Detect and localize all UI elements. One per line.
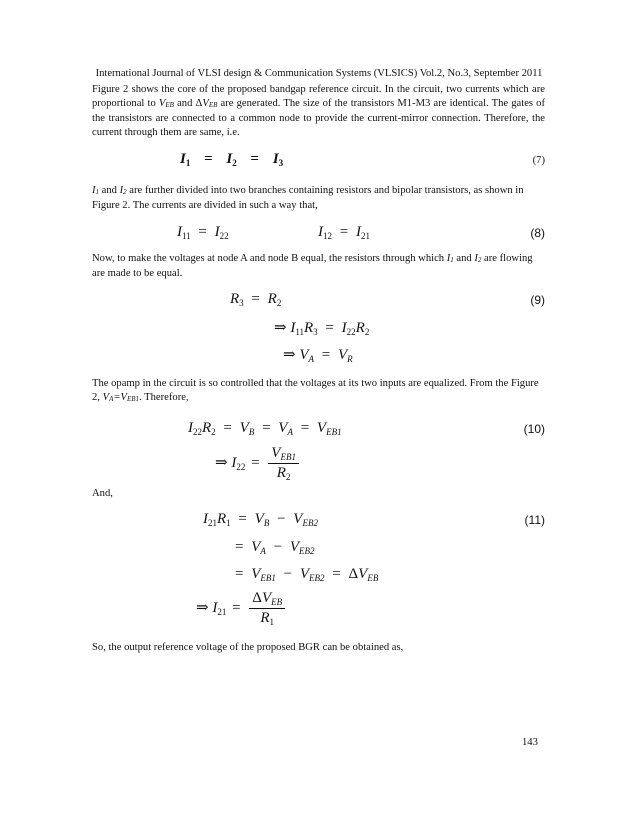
eq-subscript: 1 [226, 518, 231, 528]
symbol-i: I [92, 185, 96, 196]
symbol-subscript: EB1 [127, 395, 140, 403]
implies-arrow: ⇒ [283, 347, 296, 363]
eq-operator: = [235, 566, 244, 582]
text-run: are further divided into two branches containing resistors and bipolar transistors, as shown in Figure 2. The currents are divided in such a way that, [92, 185, 524, 211]
eq-subscript: EB2 [309, 573, 325, 583]
eq-subscript: 1 [269, 617, 275, 627]
equation-11-line-2 [235, 539, 315, 556]
eq-subscript: 21 [360, 231, 370, 241]
eq-subscript: EB1 [260, 573, 276, 583]
paragraph-output: So, the output reference voltage of the proposed BGR can be obtained as, [92, 642, 404, 653]
equation-number-8: (8) [530, 226, 545, 240]
eq-operator: = [325, 320, 334, 336]
eq-symbol: R [355, 320, 365, 336]
implies-arrow: ⇒ [274, 320, 287, 336]
eq-symbol: I [290, 320, 296, 336]
symbol-i: I [119, 185, 124, 196]
eq-operator: = [332, 566, 341, 582]
eq-operator: = [198, 224, 207, 240]
eq-subscript: 2 [285, 472, 291, 482]
eq-symbol: V [271, 445, 281, 461]
symbol-subscript: 2 [123, 188, 127, 196]
equation-11 [203, 511, 318, 528]
eq-subscript: 3 [239, 298, 244, 308]
fraction-numerator [249, 590, 285, 609]
eq-symbol: R [276, 465, 286, 481]
journal-header: International Journal of VLSI design & Communication Systems (VLSICS) Vol.2, No.3, September 2011 [95, 68, 543, 79]
eq-symbol: I [226, 151, 233, 167]
equation-10-line-2 [215, 445, 302, 482]
symbol-subscript: EB [208, 101, 218, 109]
eq-subscript: EB1 [280, 452, 296, 462]
eq-symbol: V [251, 539, 261, 555]
eq-operator: = [235, 539, 244, 555]
eq-subscript: 1 [185, 158, 191, 168]
eq-subscript: B [248, 427, 255, 437]
eq-operator: = [232, 599, 241, 616]
eq-subscript: 21 [208, 518, 217, 528]
text-run: = [113, 392, 121, 403]
eq-symbol: V [337, 347, 348, 363]
symbol-v: V [158, 98, 166, 109]
eq-subscript: 2 [276, 298, 282, 308]
eq-operator: − [273, 539, 283, 555]
equation-9-line-2 [274, 318, 369, 337]
fraction-denominator [249, 609, 285, 627]
eq-operator: = [238, 511, 247, 527]
equation-9-line-3 [283, 345, 353, 364]
text-run: Now, to make the voltages at node A and node B equal, the resistors through which [92, 253, 447, 264]
eq-symbol: I [177, 224, 182, 240]
equation-number-9: (9) [530, 293, 545, 307]
fraction-numerator [268, 445, 299, 464]
symbol-subscript: EB [165, 101, 174, 109]
symbol-v: V [202, 98, 209, 109]
eq-symbol: V [254, 511, 264, 527]
eq-symbol: I [212, 599, 218, 616]
equation-8-right [318, 224, 370, 241]
eq-subscript: 22 [236, 461, 246, 472]
eq-symbol: I [188, 420, 193, 436]
fraction-denominator [268, 464, 299, 482]
eq-symbol: I [355, 224, 361, 240]
text-run: Figure 2 shows the core of the proposed bandgap reference circuit. In the circuit, two currents which are proportional to [92, 84, 545, 109]
eq-subscript: 12 [323, 231, 332, 241]
eq-symbol: R [304, 320, 314, 336]
eq-symbol: R [202, 420, 212, 436]
paragraph-branches [92, 184, 545, 213]
eq-operator: − [277, 511, 286, 527]
paragraph-resistors [92, 252, 545, 281]
text-run: The opamp in the circuit is so controlled that the voltages at its two inputs are equalized. From the Figure 2, [92, 378, 539, 403]
symbol-v: V [102, 392, 110, 403]
equation-11-line-4 [196, 590, 288, 627]
eq-subscript: 21 [217, 606, 227, 617]
equation-number-7: (7) [532, 155, 545, 166]
eq-operator: = [300, 420, 310, 436]
symbol-subscript: A [109, 395, 114, 403]
eq-symbol: V [289, 539, 300, 555]
eq-subscript: EB [271, 597, 283, 607]
equation-number-10: (10) [523, 422, 545, 436]
eq-subscript: EB2 [302, 518, 318, 528]
eq-subscript: 11 [182, 231, 191, 241]
eq-subscript: 2 [364, 327, 370, 337]
eq-operator: = [321, 347, 331, 363]
paragraph-and: And, [92, 488, 113, 499]
eq-operator: − [283, 566, 293, 582]
text-run: and Δ [173, 98, 203, 109]
implies-arrow: ⇒ [196, 599, 209, 616]
eq-symbol: V [278, 420, 288, 436]
eq-subscript: 3 [313, 327, 318, 337]
equation-7 [180, 151, 283, 168]
symbol-subscript: 1 [95, 188, 100, 196]
eq-operator: = [339, 224, 349, 240]
eq-subscript: 22 [219, 231, 229, 241]
symbol-v: V [120, 392, 127, 403]
eq-subscript: EB [367, 573, 379, 583]
eq-symbol: R [267, 291, 277, 307]
page-number: 143 [522, 737, 538, 748]
eq-subscript: 2 [232, 158, 237, 168]
eq-subscript: 2 [211, 427, 216, 437]
equation-11-line-3 [235, 566, 378, 583]
eq-symbol: I [214, 224, 220, 240]
equation-8-left [177, 224, 229, 241]
eq-subscript: B [263, 518, 270, 528]
eq-symbol: V [358, 566, 368, 582]
paragraph-opamp [92, 377, 545, 406]
implies-arrow: ⇒ [215, 454, 228, 471]
text-run: and [453, 253, 475, 264]
eq-subscript: A [260, 546, 266, 556]
delta-symbol: Δ [348, 566, 359, 582]
eq-symbol: I [231, 454, 237, 471]
eq-symbol: I [318, 224, 323, 240]
symbol-subscript: 1 [450, 256, 454, 264]
text-run: and [99, 185, 120, 196]
eq-symbol: R [217, 511, 227, 527]
eq-subscript: 3 [278, 158, 284, 168]
delta-symbol: Δ [252, 590, 262, 606]
eq-subscript: EB1 [326, 427, 342, 437]
eq-operator: = [250, 151, 260, 167]
eq-symbol: I [180, 151, 186, 167]
symbol-subscript: 2 [477, 256, 482, 264]
equation-10 [188, 420, 342, 437]
eq-symbol: V [299, 347, 309, 363]
eq-subscript: A [308, 354, 314, 364]
eq-operator: = [251, 454, 260, 471]
eq-subscript: 22 [193, 427, 202, 437]
equation-9 [230, 291, 281, 308]
eq-symbol: V [239, 420, 249, 436]
eq-symbol: V [316, 420, 327, 436]
equation-number-11: (11) [524, 513, 545, 527]
eq-operator: = [251, 291, 260, 307]
eq-subscript: R [347, 354, 353, 364]
eq-symbol: I [341, 320, 347, 336]
eq-operator: = [262, 420, 271, 436]
text-run: . Therefore, [139, 392, 189, 403]
eq-subscript: 11 [295, 327, 304, 337]
symbol-i: I [474, 253, 478, 264]
fraction-dveb-over-r1 [249, 590, 285, 627]
eq-symbol: V [299, 566, 310, 582]
eq-subscript: EB2 [299, 546, 315, 556]
eq-operator: = [223, 420, 232, 436]
text-run: are generated. The size of the transistors M1-M3 are identical. The gates of the transistors are connected to a common node to provide the current-mirror connection. Therefore, the current through them are same, i.e. [92, 98, 545, 138]
symbol-i: I [446, 253, 451, 264]
eq-symbol: V [293, 511, 303, 527]
eq-symbol: V [251, 566, 261, 582]
eq-subscript: A [287, 427, 293, 437]
fraction-veb1-over-r2 [268, 445, 299, 482]
eq-symbol: R [230, 291, 240, 307]
eq-symbol: R [260, 610, 270, 626]
eq-subscript: 22 [346, 327, 356, 337]
eq-symbol: V [261, 590, 272, 606]
eq-symbol: I [272, 151, 279, 167]
eq-symbol: I [203, 511, 208, 527]
text-run: are flowing are made to be equal. [92, 253, 533, 279]
paragraph-intro [92, 83, 545, 140]
eq-operator: = [204, 151, 213, 167]
